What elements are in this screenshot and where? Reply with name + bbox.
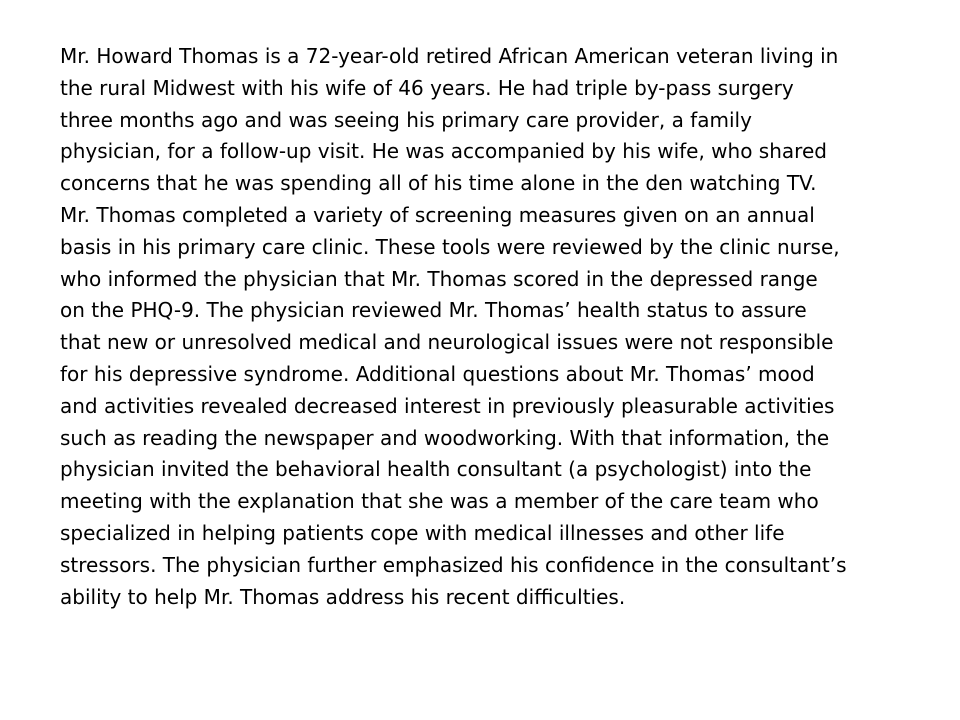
paragraph-line: for his depressive syndrome. Additional questions about Mr. Thomas’ mood — [60, 361, 815, 386]
paragraph-line: meeting with the explanation that she was a member of the care team who — [60, 489, 819, 514]
paragraph-line: that new or unresolved medical and neurological issues were not responsible — [60, 330, 834, 355]
paragraph-line: physician invited the behavioral health consultant (a psychologist) into the — [60, 457, 812, 482]
paragraph-line: Mr. Howard Thomas is a 72-year-old retired African American veteran living in — [60, 44, 839, 68]
paragraph-line: three months ago and was seeing his primary care provider, a family — [60, 107, 752, 132]
paragraph-line: basis in his primary care clinic. These tools were reviewed by the clinic nurse, — [60, 234, 840, 259]
paragraph-line: Mr. Thomas completed a variety of screening measures given on an annual — [60, 202, 815, 227]
paragraph-line: on the PHQ-9. The physician reviewed Mr. Thomas’ health status to assure — [60, 298, 807, 323]
case-narrative-paragraph — [60, 41, 905, 613]
paragraph-line: the rural Midwest with his wife of 46 years. He had triple by-pass surgery — [60, 75, 794, 100]
paragraph-line: who informed the physician that Mr. Thomas scored in the depressed range — [60, 266, 818, 291]
paragraph-line: ability to help Mr. Thomas address his recent difficulties. — [60, 584, 626, 609]
paragraph-line: concerns that he was spending all of his time alone in the den watching TV. — [60, 171, 817, 196]
paragraph-line: stressors. The physician further emphasized his confidence in the consultant’s — [60, 552, 847, 577]
paragraph-line: and activities revealed decreased interest in previously pleasurable activities — [60, 393, 835, 418]
paragraph-line: physician, for a follow-up visit. He was accompanied by his wife, who shared — [60, 139, 827, 164]
paragraph-line: specialized in helping patients cope with medical illnesses and other life — [60, 520, 785, 545]
paragraph-line: such as reading the newspaper and woodworking. With that information, the — [60, 425, 830, 450]
